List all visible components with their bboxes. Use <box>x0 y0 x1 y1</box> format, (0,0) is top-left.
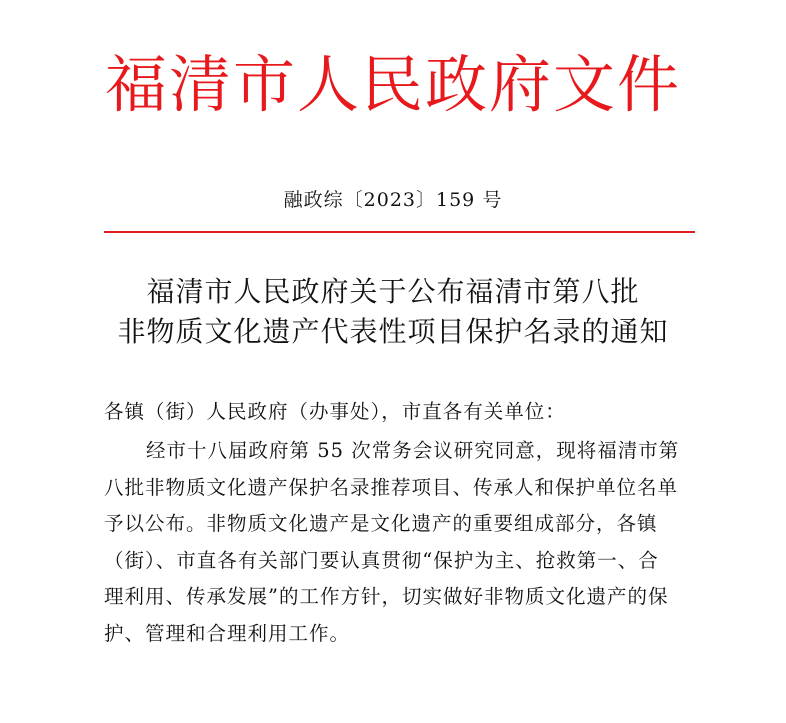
body-line: 护、管理和合理利用工作。 <box>104 621 351 645</box>
notice-title <box>0 272 786 352</box>
salutation: 各镇（街）人民政府（办事处），市直各有关单位： <box>104 400 566 423</box>
body-line: 经市十八届政府第 55 次常务会议研究同意，现将福清市第 <box>146 439 680 462</box>
notice-title-line-1: 福清市人民政府关于公布福清市第八批 <box>146 275 640 308</box>
body-line: 理利用、传承发展”的工作方针，切实做好非物质文化遗产的保 <box>104 585 669 608</box>
body-line: 八批非物质文化遗产保护名录推荐项目、传承人和保护单位名单 <box>104 475 679 499</box>
body-line: 予以公布。非物质文化遗产是文化遗产的重要组成部分，各镇 <box>104 512 658 535</box>
document-number: 融政综〔2023〕159 号 <box>283 189 503 211</box>
notice-title-line-2: 非物质文化遗产代表性项目保护名录的通知 <box>117 315 669 348</box>
masthead-title: 福清市人民政府文件 <box>104 48 681 121</box>
body-line: （街）、市直各有关部门要认真贯彻“保护为主、抢救第一、合 <box>104 548 659 572</box>
red-divider-line <box>104 231 695 233</box>
body-paragraph <box>104 433 694 652</box>
